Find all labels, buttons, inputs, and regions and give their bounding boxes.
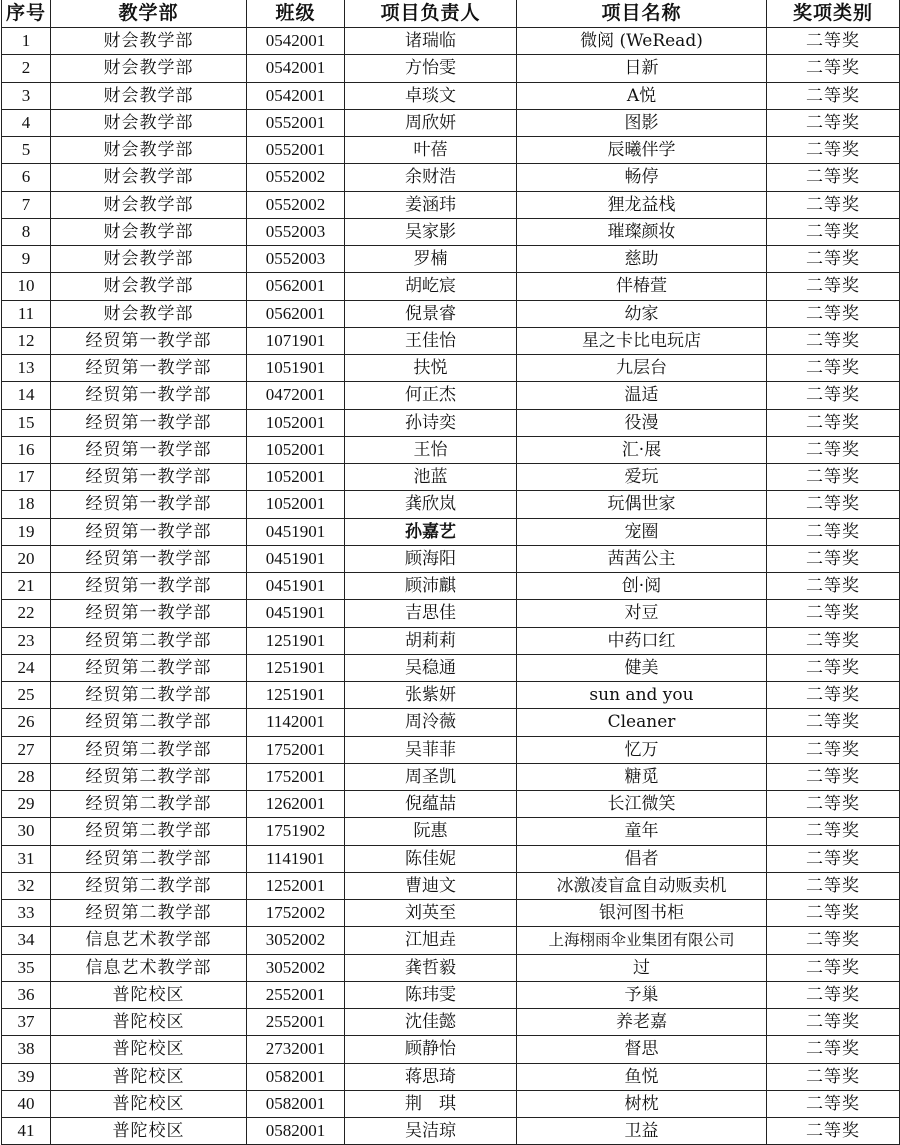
cell-project: 温适 [517, 382, 767, 409]
cell-no: 10 [2, 273, 51, 300]
header-award: 奖项类别 [767, 0, 900, 28]
table-row [2, 1036, 900, 1063]
cell-project: 慈助 [517, 246, 767, 273]
table-row [2, 382, 900, 409]
table-row [2, 246, 900, 273]
cell-leader: 罗楠 [345, 246, 517, 273]
cell-project: A悦 [517, 82, 767, 109]
cell-no: 21 [2, 573, 51, 600]
cell-leader: 沈佳懿 [345, 1009, 517, 1036]
cell-leader: 叶蓓 [345, 137, 517, 164]
cell-class: 1071901 [247, 327, 345, 354]
cell-dept: 普陀校区 [51, 1118, 247, 1145]
cell-class: 0451901 [247, 545, 345, 572]
cell-no: 37 [2, 1009, 51, 1036]
cell-leader: 周圣凯 [345, 763, 517, 790]
cell-award: 二等奖 [767, 981, 900, 1008]
cell-class: 1251901 [247, 627, 345, 654]
cell-no: 35 [2, 954, 51, 981]
cell-dept: 信息艺术教学部 [51, 927, 247, 954]
cell-award: 二等奖 [767, 654, 900, 681]
cell-class: 0542001 [247, 55, 345, 82]
cell-project: 忆万 [517, 736, 767, 763]
cell-leader: 倪蕴喆 [345, 791, 517, 818]
table-row [2, 791, 900, 818]
cell-class: 0552001 [247, 137, 345, 164]
cell-award: 二等奖 [767, 218, 900, 245]
cell-project: 鱼悦 [517, 1063, 767, 1090]
table-row [2, 518, 900, 545]
cell-class: 1252001 [247, 872, 345, 899]
cell-award: 二等奖 [767, 763, 900, 790]
cell-leader: 吴家影 [345, 218, 517, 245]
cell-dept: 财会教学部 [51, 109, 247, 136]
cell-award: 二等奖 [767, 1118, 900, 1145]
cell-class: 1051901 [247, 355, 345, 382]
cell-project: Cleaner [517, 709, 767, 736]
cell-class: 1251901 [247, 682, 345, 709]
cell-project: 幼家 [517, 300, 767, 327]
cell-award: 二等奖 [767, 627, 900, 654]
table-row [2, 845, 900, 872]
header-project: 项目名称 [517, 0, 767, 28]
cell-leader: 孙诗奕 [345, 409, 517, 436]
cell-project: 玩偶世家 [517, 491, 767, 518]
cell-class: 0552002 [247, 191, 345, 218]
cell-award: 二等奖 [767, 246, 900, 273]
cell-no: 32 [2, 872, 51, 899]
cell-no: 39 [2, 1063, 51, 1090]
cell-award: 二等奖 [767, 872, 900, 899]
cell-no: 6 [2, 164, 51, 191]
cell-project: 茜茜公主 [517, 545, 767, 572]
cell-no: 29 [2, 791, 51, 818]
cell-dept: 普陀校区 [51, 1036, 247, 1063]
table-row [2, 300, 900, 327]
cell-no: 9 [2, 246, 51, 273]
cell-award: 二等奖 [767, 954, 900, 981]
table-row [2, 327, 900, 354]
cell-dept: 普陀校区 [51, 1009, 247, 1036]
cell-dept: 经贸第二教学部 [51, 627, 247, 654]
header-no: 序号 [2, 0, 51, 28]
cell-award: 二等奖 [767, 464, 900, 491]
cell-project: 璀璨颜妆 [517, 218, 767, 245]
cell-leader: 余财浩 [345, 164, 517, 191]
cell-project: 九层台 [517, 355, 767, 382]
cell-dept: 财会教学部 [51, 300, 247, 327]
cell-no: 14 [2, 382, 51, 409]
cell-dept: 普陀校区 [51, 1090, 247, 1117]
awards-table [1, 0, 900, 1145]
header-class: 班级 [247, 0, 345, 28]
cell-dept: 经贸第一教学部 [51, 518, 247, 545]
cell-dept: 经贸第一教学部 [51, 491, 247, 518]
header-leader: 项目负责人 [345, 0, 517, 28]
cell-no: 20 [2, 545, 51, 572]
cell-award: 二等奖 [767, 327, 900, 354]
cell-leader: 诸瑞临 [345, 28, 517, 55]
table-row [2, 436, 900, 463]
cell-no: 41 [2, 1118, 51, 1145]
cell-project: 上海栩雨伞业集团有限公司 [517, 927, 767, 954]
cell-dept: 经贸第一教学部 [51, 409, 247, 436]
cell-class: 1752002 [247, 900, 345, 927]
cell-leader: 胡莉莉 [345, 627, 517, 654]
cell-project: 图影 [517, 109, 767, 136]
table-row [2, 191, 900, 218]
table-row [2, 109, 900, 136]
cell-dept: 经贸第一教学部 [51, 327, 247, 354]
cell-project: 健美 [517, 654, 767, 681]
cell-class: 1262001 [247, 791, 345, 818]
cell-leader: 陈佳妮 [345, 845, 517, 872]
cell-leader: 龚欣岚 [345, 491, 517, 518]
cell-no: 18 [2, 491, 51, 518]
table-row [2, 1063, 900, 1090]
cell-project: 予巢 [517, 981, 767, 1008]
cell-leader: 方怡雯 [345, 55, 517, 82]
cell-dept: 财会教学部 [51, 82, 247, 109]
cell-leader: 王佳怡 [345, 327, 517, 354]
cell-leader: 周泠薇 [345, 709, 517, 736]
cell-award: 二等奖 [767, 164, 900, 191]
cell-no: 19 [2, 518, 51, 545]
cell-dept: 经贸第一教学部 [51, 545, 247, 572]
cell-leader: 阮惠 [345, 818, 517, 845]
cell-class: 0552001 [247, 109, 345, 136]
cell-leader: 陈玮雯 [345, 981, 517, 1008]
cell-leader: 刘英至 [345, 900, 517, 927]
cell-dept: 经贸第二教学部 [51, 682, 247, 709]
cell-project: 创·阅 [517, 573, 767, 600]
header-row [2, 0, 900, 28]
cell-class: 1052001 [247, 491, 345, 518]
table-row [2, 355, 900, 382]
cell-award: 二等奖 [767, 191, 900, 218]
cell-class: 0451901 [247, 573, 345, 600]
cell-class: 1052001 [247, 436, 345, 463]
cell-dept: 普陀校区 [51, 981, 247, 1008]
cell-award: 二等奖 [767, 382, 900, 409]
cell-no: 13 [2, 355, 51, 382]
cell-project: 养老嘉 [517, 1009, 767, 1036]
cell-dept: 经贸第二教学部 [51, 818, 247, 845]
cell-award: 二等奖 [767, 137, 900, 164]
table-row [2, 981, 900, 1008]
cell-no: 2 [2, 55, 51, 82]
table-row [2, 900, 900, 927]
cell-class: 0472001 [247, 382, 345, 409]
table-row [2, 491, 900, 518]
cell-project: 辰曦伴学 [517, 137, 767, 164]
cell-dept: 经贸第二教学部 [51, 709, 247, 736]
table-row [2, 55, 900, 82]
table-row [2, 137, 900, 164]
cell-leader: 池蓝 [345, 464, 517, 491]
cell-leader: 吴菲菲 [345, 736, 517, 763]
table-row [2, 1009, 900, 1036]
table-row [2, 654, 900, 681]
cell-project: 树枕 [517, 1090, 767, 1117]
cell-project: sun and you [517, 682, 767, 709]
cell-class: 0552003 [247, 218, 345, 245]
cell-project: 微阅 (WeRead) [517, 28, 767, 55]
cell-project: 过 [517, 954, 767, 981]
cell-class: 0552002 [247, 164, 345, 191]
cell-leader: 周欣妍 [345, 109, 517, 136]
cell-award: 二等奖 [767, 300, 900, 327]
cell-no: 27 [2, 736, 51, 763]
cell-dept: 经贸第二教学部 [51, 654, 247, 681]
cell-no: 8 [2, 218, 51, 245]
cell-class: 0542001 [247, 82, 345, 109]
cell-no: 16 [2, 436, 51, 463]
cell-project: 狸龙益栈 [517, 191, 767, 218]
cell-class: 0582001 [247, 1063, 345, 1090]
table-row [2, 545, 900, 572]
cell-award: 二等奖 [767, 82, 900, 109]
cell-no: 38 [2, 1036, 51, 1063]
cell-project: 童年 [517, 818, 767, 845]
table-body [2, 28, 900, 1145]
cell-leader: 扶悦 [345, 355, 517, 382]
cell-project: 宠圈 [517, 518, 767, 545]
table-row [2, 1118, 900, 1145]
cell-project: 汇·展 [517, 436, 767, 463]
cell-no: 26 [2, 709, 51, 736]
table-row [2, 763, 900, 790]
cell-award: 二等奖 [767, 573, 900, 600]
cell-class: 2552001 [247, 981, 345, 1008]
cell-dept: 经贸第一教学部 [51, 600, 247, 627]
table-row [2, 409, 900, 436]
cell-award: 二等奖 [767, 55, 900, 82]
cell-no: 33 [2, 900, 51, 927]
table-row [2, 709, 900, 736]
cell-no: 12 [2, 327, 51, 354]
cell-dept: 财会教学部 [51, 137, 247, 164]
cell-leader: 张紫妍 [345, 682, 517, 709]
cell-no: 28 [2, 763, 51, 790]
cell-award: 二等奖 [767, 436, 900, 463]
cell-award: 二等奖 [767, 1063, 900, 1090]
cell-award: 二等奖 [767, 927, 900, 954]
cell-class: 0552003 [247, 246, 345, 273]
cell-award: 二等奖 [767, 736, 900, 763]
cell-award: 二等奖 [767, 818, 900, 845]
cell-project: 银河图书柜 [517, 900, 767, 927]
cell-no: 5 [2, 137, 51, 164]
cell-dept: 经贸第一教学部 [51, 573, 247, 600]
cell-project: 伴椿萱 [517, 273, 767, 300]
cell-award: 二等奖 [767, 682, 900, 709]
table-row [2, 273, 900, 300]
cell-no: 30 [2, 818, 51, 845]
cell-award: 二等奖 [767, 600, 900, 627]
cell-dept: 财会教学部 [51, 273, 247, 300]
table-row [2, 818, 900, 845]
cell-no: 36 [2, 981, 51, 1008]
cell-award: 二等奖 [767, 709, 900, 736]
cell-dept: 财会教学部 [51, 191, 247, 218]
cell-no: 4 [2, 109, 51, 136]
table-row [2, 573, 900, 600]
cell-dept: 普陀校区 [51, 1063, 247, 1090]
cell-class: 1752001 [247, 736, 345, 763]
cell-dept: 财会教学部 [51, 218, 247, 245]
cell-no: 23 [2, 627, 51, 654]
cell-no: 25 [2, 682, 51, 709]
cell-leader: 顾海阳 [345, 545, 517, 572]
table-row [2, 1090, 900, 1117]
cell-leader: 倪景睿 [345, 300, 517, 327]
cell-leader: 荆 琪 [345, 1090, 517, 1117]
cell-project: 星之卡比电玩店 [517, 327, 767, 354]
cell-award: 二等奖 [767, 1036, 900, 1063]
cell-dept: 经贸第二教学部 [51, 791, 247, 818]
cell-project: 役漫 [517, 409, 767, 436]
cell-leader: 王怡 [345, 436, 517, 463]
cell-no: 7 [2, 191, 51, 218]
cell-dept: 经贸第二教学部 [51, 736, 247, 763]
cell-award: 二等奖 [767, 355, 900, 382]
cell-no: 31 [2, 845, 51, 872]
cell-award: 二等奖 [767, 518, 900, 545]
table-row [2, 600, 900, 627]
cell-class: 0451901 [247, 600, 345, 627]
cell-class: 1052001 [247, 464, 345, 491]
cell-class: 1052001 [247, 409, 345, 436]
cell-class: 1251901 [247, 654, 345, 681]
table-row [2, 218, 900, 245]
cell-class: 1751902 [247, 818, 345, 845]
cell-dept: 财会教学部 [51, 246, 247, 273]
cell-class: 2552001 [247, 1009, 345, 1036]
cell-no: 34 [2, 927, 51, 954]
cell-class: 0562001 [247, 273, 345, 300]
table-row [2, 927, 900, 954]
cell-leader: 曹迪文 [345, 872, 517, 899]
cell-class: 1142001 [247, 709, 345, 736]
cell-no: 1 [2, 28, 51, 55]
cell-class: 3052002 [247, 954, 345, 981]
cell-leader: 卓琰文 [345, 82, 517, 109]
cell-no: 15 [2, 409, 51, 436]
cell-leader: 姜涵玮 [345, 191, 517, 218]
cell-dept: 经贸第二教学部 [51, 763, 247, 790]
table-row [2, 464, 900, 491]
cell-project: 糖觅 [517, 763, 767, 790]
cell-leader: 江旭垚 [345, 927, 517, 954]
table-row [2, 82, 900, 109]
cell-dept: 经贸第二教学部 [51, 845, 247, 872]
cell-dept: 经贸第二教学部 [51, 872, 247, 899]
table-row [2, 164, 900, 191]
table-row [2, 682, 900, 709]
cell-project: 长江微笑 [517, 791, 767, 818]
cell-dept: 经贸第一教学部 [51, 355, 247, 382]
cell-leader: 何正杰 [345, 382, 517, 409]
cell-class: 0562001 [247, 300, 345, 327]
cell-project: 督思 [517, 1036, 767, 1063]
cell-no: 11 [2, 300, 51, 327]
cell-no: 40 [2, 1090, 51, 1117]
cell-no: 3 [2, 82, 51, 109]
cell-project: 中药口红 [517, 627, 767, 654]
cell-dept: 经贸第二教学部 [51, 900, 247, 927]
cell-award: 二等奖 [767, 409, 900, 436]
cell-award: 二等奖 [767, 1009, 900, 1036]
cell-leader: 蒋思琦 [345, 1063, 517, 1090]
cell-leader: 孙嘉艺 [345, 518, 517, 545]
cell-award: 二等奖 [767, 791, 900, 818]
cell-leader: 顾沛麒 [345, 573, 517, 600]
cell-project: 倡者 [517, 845, 767, 872]
table-row [2, 736, 900, 763]
cell-no: 24 [2, 654, 51, 681]
cell-no: 17 [2, 464, 51, 491]
cell-award: 二等奖 [767, 109, 900, 136]
cell-class: 2732001 [247, 1036, 345, 1063]
cell-award: 二等奖 [767, 273, 900, 300]
cell-dept: 经贸第一教学部 [51, 382, 247, 409]
header-dept: 教学部 [51, 0, 247, 28]
cell-class: 3052002 [247, 927, 345, 954]
cell-award: 二等奖 [767, 28, 900, 55]
cell-project: 对豆 [517, 600, 767, 627]
cell-leader: 吉思佳 [345, 600, 517, 627]
cell-class: 0582001 [247, 1090, 345, 1117]
cell-leader: 吴洁琼 [345, 1118, 517, 1145]
cell-class: 1141901 [247, 845, 345, 872]
cell-dept: 财会教学部 [51, 164, 247, 191]
cell-dept: 财会教学部 [51, 28, 247, 55]
cell-project: 日新 [517, 55, 767, 82]
cell-award: 二等奖 [767, 545, 900, 572]
cell-dept: 经贸第一教学部 [51, 436, 247, 463]
cell-class: 0542001 [247, 28, 345, 55]
cell-no: 22 [2, 600, 51, 627]
table-row [2, 28, 900, 55]
table-header [2, 0, 900, 28]
cell-leader: 顾静怡 [345, 1036, 517, 1063]
cell-project: 畅停 [517, 164, 767, 191]
cell-award: 二等奖 [767, 1090, 900, 1117]
table-row [2, 954, 900, 981]
cell-award: 二等奖 [767, 845, 900, 872]
cell-class: 0582001 [247, 1118, 345, 1145]
cell-dept: 信息艺术教学部 [51, 954, 247, 981]
cell-dept: 财会教学部 [51, 55, 247, 82]
cell-project: 爱玩 [517, 464, 767, 491]
cell-award: 二等奖 [767, 900, 900, 927]
cell-leader: 胡屹宸 [345, 273, 517, 300]
cell-class: 1752001 [247, 763, 345, 790]
table-row [2, 872, 900, 899]
cell-project: 卫益 [517, 1118, 767, 1145]
cell-leader: 吴稳通 [345, 654, 517, 681]
table-row [2, 627, 900, 654]
cell-dept: 经贸第一教学部 [51, 464, 247, 491]
cell-class: 0451901 [247, 518, 345, 545]
cell-leader: 龚哲毅 [345, 954, 517, 981]
cell-project: 冰激凌盲盒自动贩卖机 [517, 872, 767, 899]
cell-award: 二等奖 [767, 491, 900, 518]
